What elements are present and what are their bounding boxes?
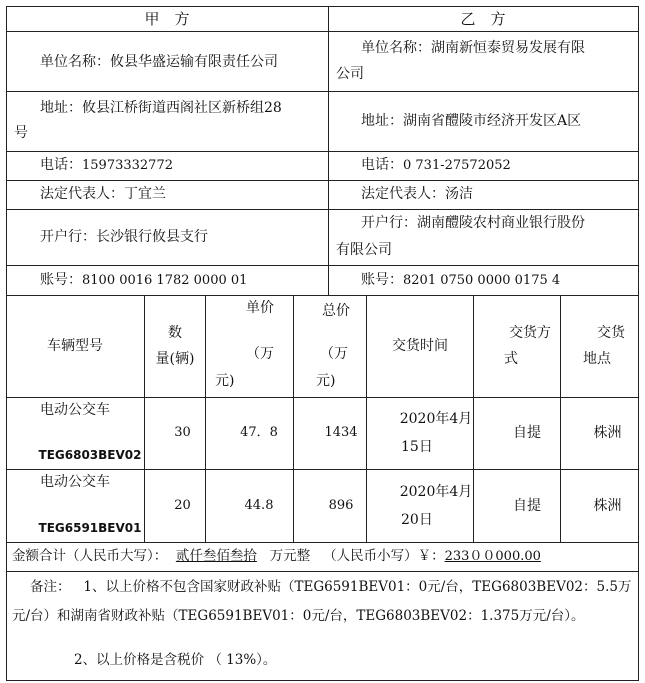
value: 长沙银行攸县支行	[96, 229, 208, 245]
row2-code: TEG6591BEV01	[38, 521, 142, 535]
party-b-rep	[361, 183, 473, 205]
col-total-3: 元)	[316, 373, 336, 389]
row1-code: TEG6803BEV02	[38, 448, 142, 462]
col-unit-price-1: 单价	[246, 300, 274, 316]
col-unit-price-2: （万	[246, 346, 274, 362]
rule	[6, 151, 638, 152]
label: 开户行：	[40, 229, 96, 245]
row1-place: 株洲	[593, 425, 622, 441]
party-b-address	[361, 110, 581, 132]
label: 账号：	[361, 272, 403, 288]
note-1: 1、以上价格不包含国家财政补贴（TEG6591BEV01：0元/台，TEG6803BEV02：5.5万	[83, 579, 632, 595]
label: 地址：	[361, 113, 403, 129]
party-a-phone	[40, 154, 173, 177]
row1-name: 电动公交车	[40, 402, 110, 418]
rule	[6, 542, 638, 543]
amount-unit: 万元整	[269, 548, 311, 564]
label: 电话：	[361, 157, 403, 173]
row1-date-1: 2020年4月	[399, 411, 473, 427]
row2-unit-price: 44.8	[244, 498, 274, 513]
party-a-address	[40, 97, 282, 119]
col-qty-1: 数	[168, 325, 182, 341]
row2-qty: 20	[174, 498, 191, 513]
rule	[6, 91, 638, 92]
value: 湖南省醴陵市经济开发区A区	[403, 113, 582, 129]
rule	[328, 6, 329, 296]
party-b-bank-cont: 有限公司	[336, 242, 392, 258]
col-delivery-place-1: 交货	[597, 325, 625, 341]
row2-date-1: 2020年4月	[399, 484, 473, 500]
row2-date-2: 20日	[401, 512, 433, 528]
amount-in-words: 贰仟叁佰叁拾	[175, 548, 257, 564]
col-total-1: 总价	[322, 303, 350, 319]
amount-total-row	[12, 545, 541, 568]
row2-total: 896	[328, 498, 354, 513]
rule	[6, 209, 638, 210]
col-delivery-method-2: 式	[504, 351, 518, 367]
rule	[6, 265, 638, 266]
label: 电话：	[40, 157, 82, 173]
value: 攸县江桥街道西阁社区新桥组28	[82, 100, 282, 116]
row1-unit-price: 47．8	[240, 425, 278, 440]
col-model: 车辆型号	[47, 338, 103, 354]
gap	[71, 579, 84, 595]
label: 地址：	[40, 100, 82, 116]
label: 账号：	[40, 272, 82, 288]
gap	[310, 548, 323, 564]
party-b-unit-cont: 公司	[336, 66, 364, 82]
value: 攸县华盛运输有限责任公司	[110, 54, 278, 70]
value: 8100 0016 1782 0000 01	[82, 273, 248, 288]
rule	[6, 295, 638, 296]
col-unit-price-3: 元)	[215, 373, 235, 389]
gap	[257, 548, 270, 564]
notes-line-2: 元/台）和湖南省财政补贴（TEG6591BEV01：0元/台，TEG6803BEV02：1.375万元/台）。	[12, 608, 585, 624]
row2-method: 自提	[513, 498, 541, 514]
row2-place: 株洲	[593, 498, 622, 514]
col-delivery-place-2: 地点	[583, 351, 611, 367]
col-total-2: （万	[320, 346, 348, 362]
rule	[6, 397, 638, 398]
party-a-address-cont: 号	[14, 125, 28, 141]
rule	[6, 571, 638, 572]
amount-label: 金额合计（人民币大写）：	[12, 548, 168, 564]
gap	[167, 548, 176, 564]
row1-date-2: 15日	[401, 439, 433, 455]
label: 法定代表人：	[361, 186, 445, 202]
party-b-unit	[361, 37, 585, 59]
party-b-phone	[361, 154, 511, 177]
amount-small-label: （人民币小写）￥：	[323, 548, 445, 564]
rule	[6, 31, 638, 32]
row2-name: 电动公交车	[40, 474, 110, 490]
notes-line-3: 2、以上价格是含税价 （ 13%）。	[74, 652, 277, 668]
value: 8201 0750 0000 0175 4	[403, 273, 561, 288]
rule	[6, 180, 638, 181]
party-b-account	[361, 269, 560, 292]
amount-in-figures: 233００000.00	[444, 549, 541, 564]
value: 15973332772	[82, 158, 173, 173]
row1-total: 1434	[324, 425, 358, 440]
col-delivery-time: 交货时间	[392, 338, 448, 354]
row1-method: 自提	[513, 425, 541, 441]
value: 丁宜兰	[124, 186, 166, 202]
value: 湖南醴陵农村商业银行股份	[417, 215, 585, 231]
party-a-unit	[40, 51, 278, 73]
label: 开户行：	[361, 215, 417, 231]
value: 湖南新恒泰贸易发展有限	[431, 40, 585, 56]
label: 法定代表人：	[40, 186, 124, 202]
label: 单位名称：	[40, 54, 110, 70]
notes-line-1	[30, 576, 631, 598]
party-a-rep	[40, 183, 166, 205]
notes-label: 备注：	[30, 579, 71, 595]
party-a-header: 甲 方	[144, 10, 190, 28]
label: 单位名称：	[361, 40, 431, 56]
party-b-header: 乙 方	[460, 10, 506, 28]
party-a-bank	[40, 226, 208, 248]
party-a-account	[40, 269, 247, 292]
col-delivery-method-1: 交货方	[509, 325, 551, 341]
col-qty-2: 量(辆)	[155, 351, 195, 367]
party-b-bank	[361, 212, 585, 234]
value: 汤洁	[445, 186, 473, 202]
row1-qty: 30	[174, 425, 191, 440]
rule	[6, 469, 638, 470]
value: 0 731-27572052	[403, 158, 511, 173]
